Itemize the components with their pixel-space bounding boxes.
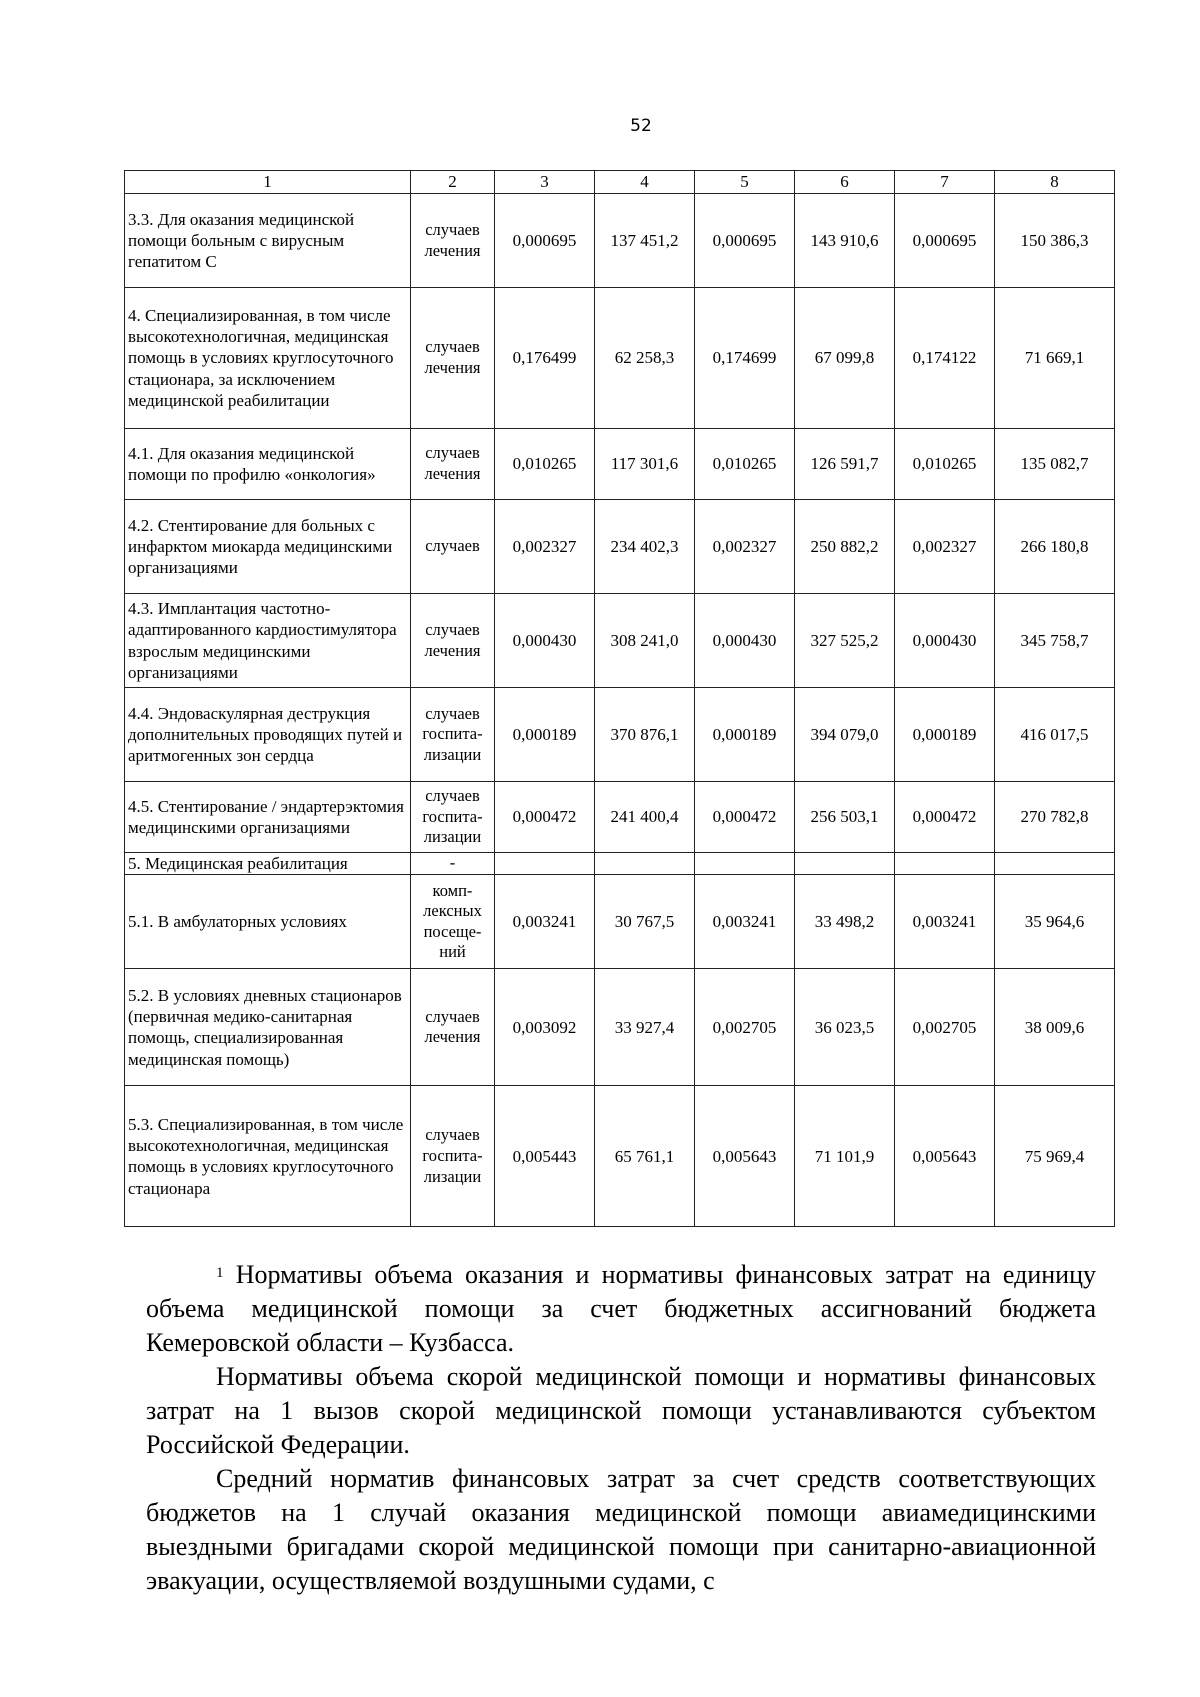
cell-value: 345 758,7: [995, 594, 1115, 688]
cell-value: 137 451,2: [595, 194, 695, 288]
cell-value: 0,002705: [895, 969, 995, 1086]
cell-value: 0,002327: [895, 500, 995, 594]
row-unit: случаев: [411, 500, 495, 594]
row-unit: случаев госпита-лизации: [411, 688, 495, 782]
cell-value: 0,000430: [895, 594, 995, 688]
cell-value: 0,003092: [495, 969, 595, 1086]
cell-value: 266 180,8: [995, 500, 1115, 594]
cell-value: 0,010265: [495, 429, 595, 500]
body-paragraph: Средний норматив финансовых затрат за счет средств соответствующих бюджетов на 1 случай оказания медицинской помощи авиамедицинскими выездными бригадами скорой медицинской помощи при санитарно-авиационной эвакуации, осуществляемой воздушными судами, с: [146, 1464, 1096, 1595]
row-name: 5.1. В амбулаторных условиях: [125, 875, 411, 969]
cell-value: 71 669,1: [995, 288, 1115, 429]
cell-value: 71 101,9: [795, 1086, 895, 1227]
table-header-row: [125, 171, 1115, 194]
row-unit: случаев госпита-лизации: [411, 1086, 495, 1227]
cell-value: 0,000430: [495, 594, 595, 688]
footnote-paragraph: [146, 1258, 1096, 1360]
cell-value: 234 402,3: [595, 500, 695, 594]
cell-value: 308 241,0: [595, 594, 695, 688]
cell-value: [895, 853, 995, 875]
cell-value: 0,000472: [695, 782, 795, 853]
table-row: [125, 429, 1115, 500]
cell-value: 0,000472: [895, 782, 995, 853]
row-name: 4.3. Имплантация частотно-адаптированного кардиостимулятора взрослым медицинскими организациями: [125, 594, 411, 688]
cell-value: 0,000472: [495, 782, 595, 853]
notes-section: [146, 1258, 1096, 1598]
table-row: [125, 853, 1115, 875]
cell-value: 0,003241: [895, 875, 995, 969]
table-row: [125, 500, 1115, 594]
column-header: 8: [995, 171, 1115, 194]
row-name: 5.2. В условиях дневных стационаров (первичная медико-санитарная помощь, специализированная медицинская помощь): [125, 969, 411, 1086]
cell-value: 394 079,0: [795, 688, 895, 782]
cell-value: 126 591,7: [795, 429, 895, 500]
column-header: 4: [595, 171, 695, 194]
cell-value: 0,000189: [695, 688, 795, 782]
cell-value: [795, 853, 895, 875]
column-header: 1: [125, 171, 411, 194]
cell-value: 416 017,5: [995, 688, 1115, 782]
cell-value: [695, 853, 795, 875]
cell-value: 33 498,2: [795, 875, 895, 969]
cell-value: 0,005643: [695, 1086, 795, 1227]
table-row: [125, 875, 1115, 969]
cell-value: 270 782,8: [995, 782, 1115, 853]
cell-value: 256 503,1: [795, 782, 895, 853]
row-name: 5. Медицинская реабилитация: [125, 853, 411, 875]
column-header: 2: [411, 171, 495, 194]
row-name: 4. Специализированная, в том числе высокотехнологичная, медицинская помощь в условиях круглосуточного стационара, за исключением медицинской реабилитации: [125, 288, 411, 429]
row-unit: случаев лечения: [411, 429, 495, 500]
cell-value: 0,000430: [695, 594, 795, 688]
cell-value: [495, 853, 595, 875]
column-header: 3: [495, 171, 595, 194]
row-name: 4.4. Эндоваскулярная деструкция дополнительных проводящих путей и аритмогенных зон сердца: [125, 688, 411, 782]
cell-value: [995, 853, 1115, 875]
cell-value: 0,000695: [895, 194, 995, 288]
cell-value: 65 761,1: [595, 1086, 695, 1227]
cell-value: 0,176499: [495, 288, 595, 429]
footnote-mark: 1: [216, 1265, 224, 1281]
cell-value: 30 767,5: [595, 875, 695, 969]
row-unit: -: [411, 853, 495, 875]
cell-value: 0,010265: [895, 429, 995, 500]
row-unit: комп-лексных посеще-ний: [411, 875, 495, 969]
cell-value: [595, 853, 695, 875]
cell-value: 117 301,6: [595, 429, 695, 500]
cell-value: 0,002327: [695, 500, 795, 594]
cell-value: 0,174122: [895, 288, 995, 429]
row-name: 4.2. Стентирование для больных с инфарктом миокарда медицинскими организациями: [125, 500, 411, 594]
cell-value: 0,000695: [495, 194, 595, 288]
cell-value: 327 525,2: [795, 594, 895, 688]
cell-value: 0,000695: [695, 194, 795, 288]
cell-value: 0,005643: [895, 1086, 995, 1227]
cell-value: 135 082,7: [995, 429, 1115, 500]
body-paragraph: Нормативы объема скорой медицинской помощи и нормативы финансовых затрат на 1 вызов скорой медицинской помощи устанавливаются субъектом Российской Федерации.: [146, 1362, 1096, 1459]
column-header: 6: [795, 171, 895, 194]
row-unit: случаев лечения: [411, 594, 495, 688]
row-unit: случаев лечения: [411, 288, 495, 429]
table-row: [125, 194, 1115, 288]
table-row: [125, 782, 1115, 853]
cell-value: 0,010265: [695, 429, 795, 500]
row-name: 5.3. Специализированная, в том числе высокотехнологичная, медицинская помощь в условиях круглосуточного стационара: [125, 1086, 411, 1227]
cell-value: 0,002705: [695, 969, 795, 1086]
cell-value: 62 258,3: [595, 288, 695, 429]
cell-value: 250 882,2: [795, 500, 895, 594]
table-row: [125, 288, 1115, 429]
footnote-text: Нормативы объема оказания и нормативы финансовых затрат на единицу объема медицинской помощи за счет бюджетных ассигнований бюджета Кемеровской области – Кузбасса.: [146, 1260, 1097, 1357]
column-header: 5: [695, 171, 795, 194]
row-name: 4.1. Для оказания медицинской помощи по профилю «онкология»: [125, 429, 411, 500]
cell-value: 35 964,6: [995, 875, 1115, 969]
cell-value: 75 969,4: [995, 1086, 1115, 1227]
page-number: 52: [630, 116, 652, 136]
cell-value: 0,003241: [695, 875, 795, 969]
cell-value: 0,000189: [895, 688, 995, 782]
table-row: [125, 594, 1115, 688]
row-name: 3.3. Для оказания медицинской помощи больным с вирусным гепатитом С: [125, 194, 411, 288]
row-name: 4.5. Стентирование / эндартерэктомия медицинскими организациями: [125, 782, 411, 853]
cell-value: 143 910,6: [795, 194, 895, 288]
cell-value: 0,005443: [495, 1086, 595, 1227]
norms-table: [124, 170, 1115, 1227]
cell-value: 67 099,8: [795, 288, 895, 429]
cell-value: 0,002327: [495, 500, 595, 594]
cell-value: 370 876,1: [595, 688, 695, 782]
cell-value: 38 009,6: [995, 969, 1115, 1086]
row-unit: случаев госпита-лизации: [411, 782, 495, 853]
cell-value: 150 386,3: [995, 194, 1115, 288]
cell-value: 0,174699: [695, 288, 795, 429]
row-unit: случаев лечения: [411, 194, 495, 288]
table-row: [125, 969, 1115, 1086]
cell-value: 241 400,4: [595, 782, 695, 853]
column-header: 7: [895, 171, 995, 194]
cell-value: 0,000189: [495, 688, 595, 782]
table-row: [125, 1086, 1115, 1227]
cell-value: 36 023,5: [795, 969, 895, 1086]
cell-value: 0,003241: [495, 875, 595, 969]
cell-value: 33 927,4: [595, 969, 695, 1086]
row-unit: случаев лечения: [411, 969, 495, 1086]
table-row: [125, 688, 1115, 782]
